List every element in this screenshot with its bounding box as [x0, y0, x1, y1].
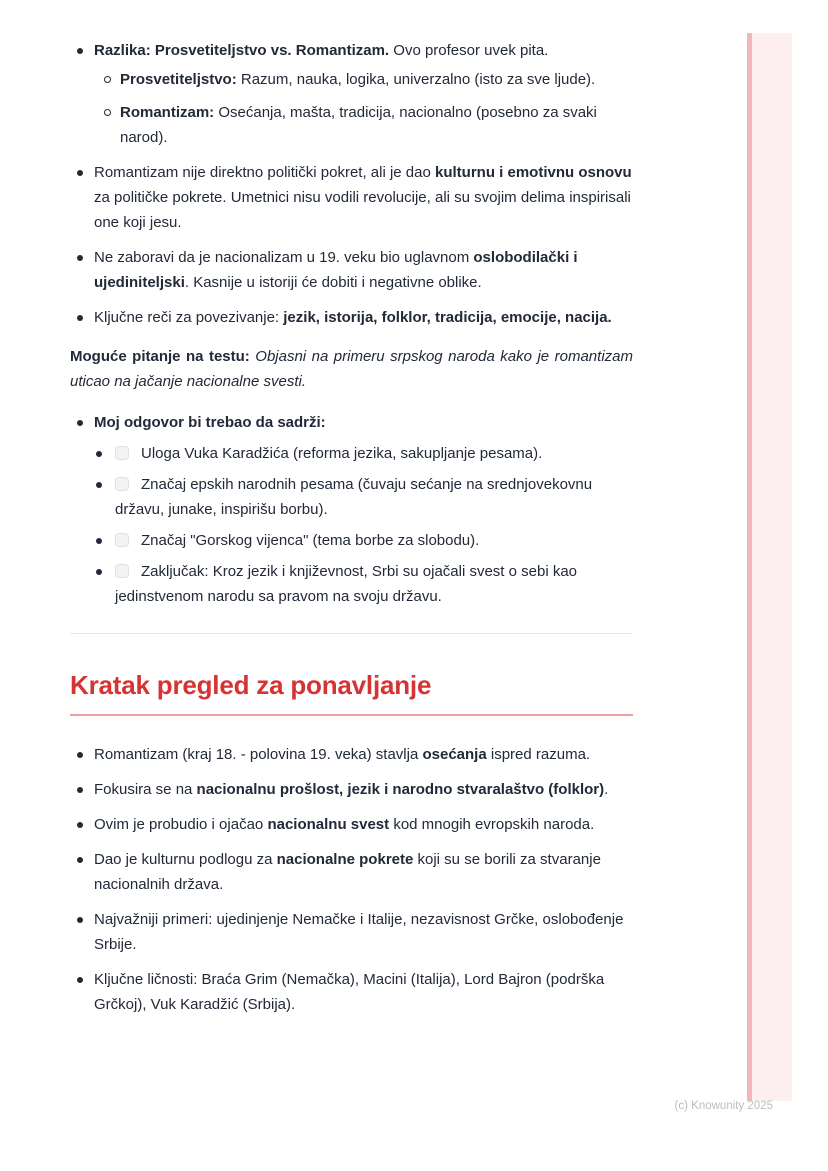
answer-item [70, 410, 633, 609]
text-segment: za političke pokrete. Umetnici nisu vodili revolucije, ali su svojim delima inspirisali one koji jesu. [94, 189, 631, 231]
checkbox[interactable] [115, 564, 129, 578]
text-segment: . [604, 781, 609, 798]
text-segment: jezik, istorija, folklor, tradicija, emocije, nacija. [283, 309, 612, 326]
checklist-item [94, 472, 633, 522]
note-item [70, 38, 633, 150]
page-edge-highlight-bar [747, 33, 792, 1101]
text-segment: osećanja [422, 746, 487, 763]
sub-note-item [94, 67, 633, 92]
review-heading: Kratak pregled za ponavljanje [70, 670, 432, 700]
checkbox[interactable] [115, 477, 129, 491]
answer-checklist [94, 441, 633, 609]
text-segment: nacionalnu prošlost, jezik i narodno stvaralaštvo (folklor) [196, 781, 605, 798]
text-segment: nacionalne pokrete [276, 851, 414, 868]
text-segment: Fokusira se na [94, 781, 197, 798]
text-segment: Ključne reči za povezivanje: [94, 309, 284, 326]
text-segment: Moguće pitanje na testu: [70, 348, 250, 365]
review-item [70, 967, 633, 1017]
checklist-item [94, 441, 633, 466]
text-segment: nacionalnu svest [267, 816, 390, 833]
sub-note-item [94, 100, 633, 150]
text-segment: Romantizam (kraj 18. - polovina 19. veka) stavlja [94, 746, 423, 763]
text-segment: Osećanja, mašta, tradicija, nacionalno (posebno za svaki narod). [120, 104, 597, 146]
copyright-notice: (c) Knowunity 2025 [674, 1100, 773, 1112]
checklist-item-label: Značaj epskih narodnih pesama (čuvaju sećanje na srednjovekovnu državu, junake, inspirišu borbu). [115, 476, 593, 518]
section-divider [70, 633, 633, 634]
text-segment: kod mnogih evropskih naroda. [389, 816, 595, 833]
text-segment: Romantizam nije direktno politički pokret, ali je dao [94, 164, 435, 181]
review-item [70, 777, 633, 802]
review-list [70, 742, 633, 1017]
text-segment: kulturnu i emotivnu osnovu [435, 164, 632, 181]
checklist-item-label: Uloga Vuka Karadžića (reforma jezika, sakupljanje pesama). [141, 445, 543, 462]
review-item [70, 907, 633, 957]
review-item [70, 847, 633, 897]
text-segment: Ne zaboravi da je nacionalizam u 19. veku bio uglavnom [94, 249, 474, 266]
review-item [70, 742, 633, 767]
text-segment: Razum, nauka, logika, univerzalno (isto za sve ljude). [236, 71, 596, 88]
heading-underline [70, 714, 633, 716]
text-segment: Ovim je probudio i ojačao [94, 816, 268, 833]
note-item [70, 245, 633, 295]
text-segment: Prosvetiteljstvo: [120, 71, 237, 88]
checklist-item-label: Značaj "Gorskog vijenca" (tema borbe za slobodu). [141, 532, 480, 549]
text-segment: koji su se borili za stvaranje nacionalnih država. [94, 851, 601, 893]
text-segment: Dao je kulturnu podlogu za [94, 851, 277, 868]
text-segment: oslobodilački i ujediniteljski [94, 249, 578, 291]
text-segment: Ključne ličnosti: Braća Grim (Nemačka), Macini (Italija), Lord Bajron (podrška Grčkoj), Vuk Karadžić (Srbija). [94, 971, 605, 1013]
checkbox[interactable] [115, 533, 129, 547]
sub-notes-list [94, 67, 633, 150]
test-question [70, 344, 633, 394]
text-segment: Ovo profesor uvek pita. [389, 42, 549, 59]
notes-content [70, 38, 633, 1027]
answer-title: Moj odgovor bi trebao da sadrži: [94, 414, 326, 431]
notes-list [70, 38, 633, 330]
checklist-item [94, 528, 633, 553]
note-item [70, 305, 633, 330]
note-item [70, 160, 633, 235]
text-segment: Romantizam: [120, 104, 215, 121]
text-segment: Razlika: Prosvetiteljstvo vs. Romantizam. [94, 42, 390, 59]
text-segment: Objasni na primeru srpskog naroda kako je romantizam uticao na jačanje nacionalne svesti. [70, 348, 633, 390]
text-segment: Najvažniji primeri: ujedinjenje Nemačke i Italije, nezavisnost Grčke, oslobođenje Srbije. [94, 911, 624, 953]
text-segment: ispred razuma. [486, 746, 591, 763]
checklist-item-label: Zaključak: Kroz jezik i književnost, Srbi su ojačali svest o sebi kao jedinstvenom narodu sa pravom na svoju državu. [115, 563, 578, 605]
checkbox[interactable] [115, 446, 129, 460]
text-segment: . Kasnije u istoriji će dobiti i negativne oblike. [184, 274, 482, 291]
answer-list [70, 410, 633, 609]
checklist-item [94, 559, 633, 609]
review-item [70, 812, 633, 837]
